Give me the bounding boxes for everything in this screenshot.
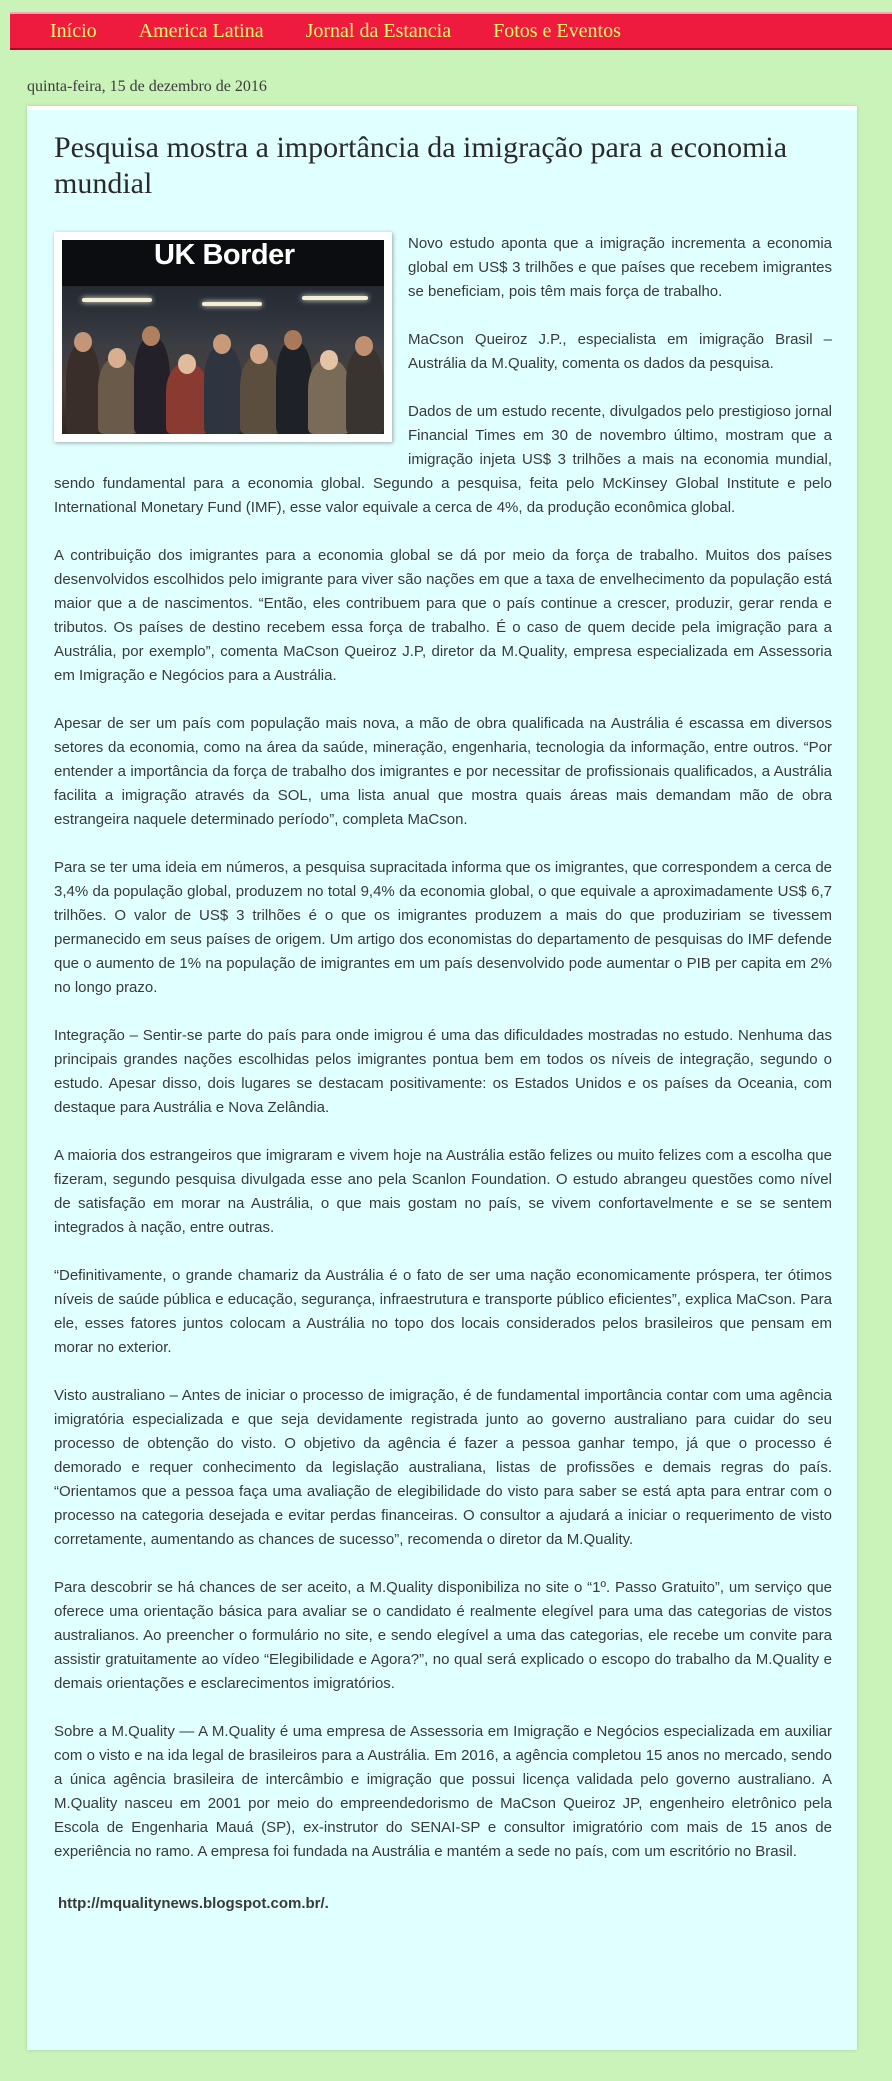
paragraph: A maioria dos estrangeiros que imigraram e vivem hoje na Austrália estão felizes ou muito felizes com a escolha que fizeram, segundo pesquisa divulgada esse ano pela Scanlon Foundation. O estudo abrangeu questões como nível de satisfação em morar na Austrália, o que mais gostam no país, se vivem confortavelmente e se se sentem integrados à nação, entre outras.: [54, 1147, 832, 1236]
person: [134, 338, 170, 434]
person-head: [108, 348, 126, 368]
person-head: [250, 344, 268, 364]
paragraph: Apesar de ser um país com população mais nova, a mão de obra qualificada na Austrália é escassa em diversos setores da economia, como na área da saúde, mineração, engenharia, tecnologia da informação, entre outros. “Por entender a importância da força de trabalho dos imigrantes e por necessitar de profissionais qualificados, a Austrália facilita a imigração através da SOL, uma lista anual que mostra quais áreas mais demandam mão de obra estrangeira naquele determinado período”, completa MaCson.: [54, 715, 832, 828]
blog-post: [27, 106, 857, 2050]
date-header: quinta-feira, 15 de dezembro de 2016: [27, 78, 267, 95]
person: [240, 356, 280, 434]
person-head: [320, 350, 338, 370]
person-head: [178, 354, 196, 374]
uk-border-photo: [62, 240, 384, 434]
post-body: [54, 232, 832, 1916]
person-head: [74, 332, 92, 352]
person-head: [142, 326, 160, 346]
crowd: [62, 314, 384, 434]
paragraph: Integração – Sentir-se parte do país para onde imigrou é uma das dificuldades mostradas no estudo. Nenhuma das principais grandes nações escolhidas pelos imigrantes pontua bem em todos os níveis de integração, segundo o estudo. Apesar disso, dois lugares se destacam positivamente: os Estados Unidos e os países da Oceania, com destaque para Austrália e Nova Zelândia.: [54, 1027, 832, 1116]
top-navigation-bar: [10, 12, 892, 50]
person-head: [284, 330, 302, 350]
nav-item-inicio[interactable]: Início: [50, 19, 97, 42]
ceiling-light: [202, 302, 262, 306]
person: [66, 344, 100, 434]
nav-item-jornal-da-estancia[interactable]: Jornal da Estancia: [305, 19, 452, 42]
person: [276, 342, 312, 434]
photo-sign-text: UK Border: [154, 240, 295, 271]
ceiling-light: [302, 296, 368, 300]
paragraph: MaCson Queiroz J.P., especialista em imigração Brasil – Austrália da M.Quality, comenta os dados da pesquisa.: [408, 331, 832, 372]
person: [204, 346, 242, 434]
paragraph: Visto australiano – Antes de iniciar o processo de imigração, é de fundamental importância contar com uma agência imigratória especializada e que seja devidamente registrada junto ao governo australiano para cuidar do seu processo de obtenção do visto. O objetivo da agência é fazer a pessoa ganhar tempo, já que o processo é demorado e requer conhecimento da legislação australiana, listas de profissões e demais regras do país. “Orientamos que a pessoa faça uma avaliação de elegibilidade do visto para saber se está apta para entrar com o processo na categoria desejada e evitar perdas financeiras. O consultor a ajudará a iniciar o requerimento de visto corretamente, aumentando as chances de sucesso”, recomenda o diretor da M.Quality.: [54, 1387, 832, 1548]
person: [98, 358, 138, 434]
person: [308, 360, 350, 434]
nav-item-fotos-e-eventos[interactable]: Fotos e Eventos: [493, 19, 621, 42]
ceiling-light: [82, 298, 152, 302]
post-source-link[interactable]: http://mqualitynews.blogspot.com.br/.: [58, 1895, 329, 1912]
nav-item-america-latina[interactable]: America Latina: [138, 19, 264, 42]
person-head: [355, 336, 373, 356]
post-title[interactable]: Pesquisa mostra a importância da imigração para a economia mundial: [54, 131, 788, 200]
paragraph: Para descobrir se há chances de ser aceito, a M.Quality disponibiliza no site o “1º. Passo Gratuito”, um serviço que oferece uma orientação básica para avaliar se o candidato é realmente elegível para uma das categorias de vistos australianos. Ao preencher o formulário no site, e sendo elegível a uma das categorias, ele recebe um convite para assistir gratuitamente ao vídeo “Elegibilidade e Agora?”, no qual será explicado o escopo do trabalho da M.Quality e demais orientações e esclarecimentos imigratórios.: [54, 1579, 832, 1692]
photo-sign: [62, 240, 384, 286]
person: [346, 348, 384, 434]
person-head: [213, 334, 231, 354]
paragraph: “Definitivamente, o grande chamariz da Austrália é o fato de ser uma nação economicamente próspera, ter ótimos níveis de saúde pública e educação, segurança, infraestrutura e transporte público eficientes”, explica MaCson. Para ele, esses fatores juntos colocam a Austrália no topo dos locais considerados pelos brasileiros que pensam em morar no exterior.: [54, 1267, 832, 1356]
person: [166, 364, 208, 434]
nav-list: [10, 14, 892, 48]
paragraph: Dados de um estudo recente, divulgados pelo prestigioso jornal Financial Times em 30 de novembro último, mostram que a imigração injeta US$ 3 trilhões a mais na economia mundial, sendo fundamental para a economia global. Segundo a pesquisa, feita pelo McKinsey Global Institute e pelo International Monetary Fund (IMF), esse valor equivale a cerca de 4%, da produção econômica global.: [54, 403, 832, 516]
post-image-frame[interactable]: [54, 232, 392, 442]
paragraph: A contribuição dos imigrantes para a economia global se dá por meio da força de trabalho. Muitos dos países desenvolvidos escolhidos pelo imigrante para viver são nações em que a taxa de envelhecimento da população está maior que a de nascimentos. “Então, eles contribuem para que o país continue a crescer, produzir, gerar renda e tributos. Os países de destino recebem essa força de trabalho. É o caso de quem decide pela imigração para a Austrália, por exemplo”, comenta MaCson Queiroz J.P, diretor da M.Quality, empresa especializada em Assessoria em Imigração e Negócios para a Austrália.: [54, 547, 832, 684]
paragraph: Sobre a M.Quality — A M.Quality é uma empresa de Assessoria em Imigração e Negócios especializada em auxiliar com o visto e na ida legal de brasileiros para a Austrália. Em 2016, a agência completou 15 anos no mercado, sendo a única agência brasileira de intercâmbio e imigração que possui licença validada pelo governo australiano. A M.Quality nasceu em 2001 por meio do empreendedorismo de MaCson Queiroz JP, engenheiro eletrônico pela Escola de Engenharia Mauá (SP), ex-instrutor do SENAI-SP e consultor imigratório com mais de 15 anos de experiência no ramo. A empresa foi fundada na Austrália e mantém a sede no país, com um escritório no Brasil.: [54, 1723, 832, 1860]
paragraph: Para se ter uma ideia em números, a pesquisa supracitada informa que os imigrantes, que correspondem a cerca de 3,4% da população global, produzem no total 9,4% da economia global, o que equivale a aproximadamente US$ 6,7 trilhões. O valor de US$ 3 trilhões é o que os imigrantes produzem a mais do que produziriam se tivessem permanecido em seus países de origem. Um artigo dos economistas do departamento de pesquisas do IMF defende que o aumento de 1% na população de imigrantes em um país desenvolvido pode aumentar o PIB per capita em 2% no longo prazo.: [54, 859, 832, 996]
paragraph: Novo estudo aponta que a imigração incrementa a economia global em US$ 3 trilhões e que países que recebem imigrantes se beneficiam, pois têm mais força de trabalho.: [408, 235, 832, 300]
post-inner: [54, 130, 832, 1916]
